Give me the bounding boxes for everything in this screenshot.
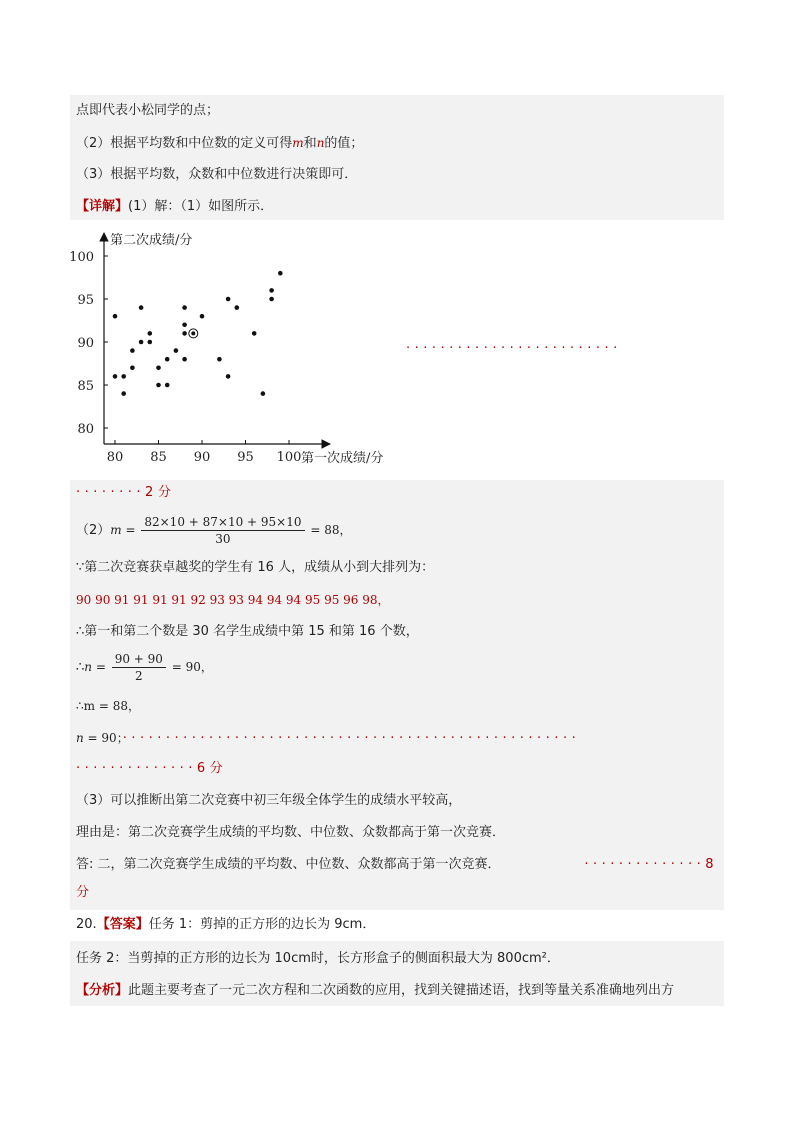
text-line: 任务 2：当剪掉的正方形的边长为 10cm时，长方形盒子的侧面积最大为 800cm²． [76, 951, 560, 966]
variable-n: n [76, 731, 84, 745]
data-point [121, 391, 126, 396]
result: = 90； [83, 731, 123, 745]
text-span: 任务 1：剪掉的正方形的边长为 9cm． [148, 917, 376, 932]
data-point [139, 340, 144, 345]
score-text: ········2分 [76, 485, 176, 500]
data-point [200, 314, 205, 319]
data-point [139, 305, 144, 310]
data-point [182, 331, 187, 336]
analysis-tag: 【分析】 [76, 983, 129, 998]
text-line [76, 134, 718, 153]
data-point [182, 323, 187, 328]
text-span: 和 [303, 136, 317, 151]
data-point [130, 348, 135, 353]
formula-m [76, 512, 718, 550]
data-point [148, 340, 153, 345]
data-point [121, 374, 126, 379]
data-point [269, 288, 274, 293]
text-span: 的值； [324, 136, 364, 151]
data-point [148, 331, 153, 336]
sorted-scores: 90 90 91 91 91 91 92 93 93 94 94 94 95 95 96 98， [76, 593, 390, 607]
y-tick-label: 80 [77, 422, 94, 437]
score-line-2 [76, 484, 718, 502]
scatter-plot-svg [69, 231, 402, 466]
fraction-denominator: 30 [215, 532, 231, 546]
fraction [141, 514, 304, 547]
text-line: ∴第一和第二个数是 30 名学生成绩中第 15 和第 16 个数， [76, 624, 419, 639]
score-text: ··············6分 [76, 761, 228, 776]
y-tick-label: 90 [77, 336, 94, 351]
scatter-chart [69, 231, 402, 466]
text-line: 理由是：第二次竞赛学生成绩的平均数、中位数、众数都高于第一次竞赛． [76, 825, 506, 840]
text-span: （2） [76, 523, 111, 538]
n-final-line [76, 729, 718, 748]
text-line: （3）可以推断出第二次竞赛中初三年级全体学生的成绩水平较高， [76, 793, 462, 808]
equals: = [121, 523, 140, 537]
x-tick-label: 80 [106, 450, 124, 465]
data-point [252, 331, 257, 336]
y-axis-label: 第二次成绩/分 [110, 233, 193, 248]
data-point [165, 383, 170, 388]
data-point [113, 374, 118, 379]
result: = 88， [306, 523, 352, 537]
fraction-denominator: 2 [135, 669, 143, 683]
fraction-numerator: 90 + 90 [112, 651, 166, 668]
variable-m: m [110, 523, 122, 537]
detail-tag: 【详解】 [76, 199, 129, 214]
y-tick-label: 95 [77, 293, 94, 308]
equals: = [92, 660, 110, 674]
score-unit: 分 [76, 885, 90, 900]
text-line: ∵第二次竞赛获卓越奖的学生有 16 人，成绩从小到大排列为： [76, 560, 435, 575]
text-span: (1）解：（1）如图所示． [128, 199, 274, 214]
x-tick-label: 85 [150, 450, 167, 465]
score-line-6 [76, 760, 718, 778]
x-tick-label: 90 [193, 450, 211, 465]
y-tick-label: 100 [69, 250, 94, 265]
q20-line [76, 916, 718, 934]
data-point [217, 357, 222, 362]
x-tick-label: 100 [276, 450, 302, 465]
data-point [174, 348, 179, 353]
data-point [226, 297, 231, 302]
data-point [261, 391, 266, 396]
data-point [269, 297, 274, 302]
data-point [156, 366, 161, 371]
data-point [130, 366, 135, 371]
analysis-line [76, 982, 718, 1000]
m-final: ∴m = 88， [76, 699, 140, 713]
variable-n: n [84, 660, 93, 674]
data-point [182, 305, 187, 310]
text-line: （3）根据平均数，众数和中位数进行决策即可． [76, 167, 358, 182]
score-dots: ··············8 [584, 857, 718, 872]
data-point [278, 271, 283, 276]
detail-line [76, 198, 718, 216]
y-tick-label: 85 [77, 379, 94, 394]
variable-m: m [292, 136, 304, 150]
text-span: （2）根据平均数和中位数的定义可得 [76, 136, 293, 151]
therefore-symbol: ∴ [76, 660, 85, 675]
fraction [112, 651, 166, 684]
text-span: 此题主要考查了一元二次方程和二次函数的应用，找到关键描述语，找到等量关系准确地列出方 [128, 983, 675, 998]
data-point [113, 314, 118, 319]
x-axis-label: 第一次成绩/分 [301, 451, 384, 466]
answer-line [76, 856, 718, 874]
data-point [165, 357, 170, 362]
highlight-point [191, 331, 195, 335]
x-tick-label: 95 [237, 450, 254, 465]
data-point [156, 383, 161, 388]
fraction-numerator: 82×10 + 87×10 + 95×10 [141, 514, 304, 531]
result: = 90， [167, 660, 213, 674]
data-point [235, 305, 240, 310]
score-dots: ····················································· [122, 731, 581, 746]
question-number: 20. [76, 917, 97, 932]
formula-n [76, 649, 718, 687]
data-point [182, 357, 187, 362]
score-dots: ························· [406, 341, 622, 356]
answer-tag: 【答案】 [96, 917, 149, 932]
variable-n: n [316, 136, 325, 150]
text-span: 答: 二，第二次竞赛学生成绩的平均数、中位数、众数都高于第一次竞赛． [76, 857, 501, 872]
text-line: 点即代表小松同学的点； [76, 103, 220, 118]
data-point [226, 374, 231, 379]
